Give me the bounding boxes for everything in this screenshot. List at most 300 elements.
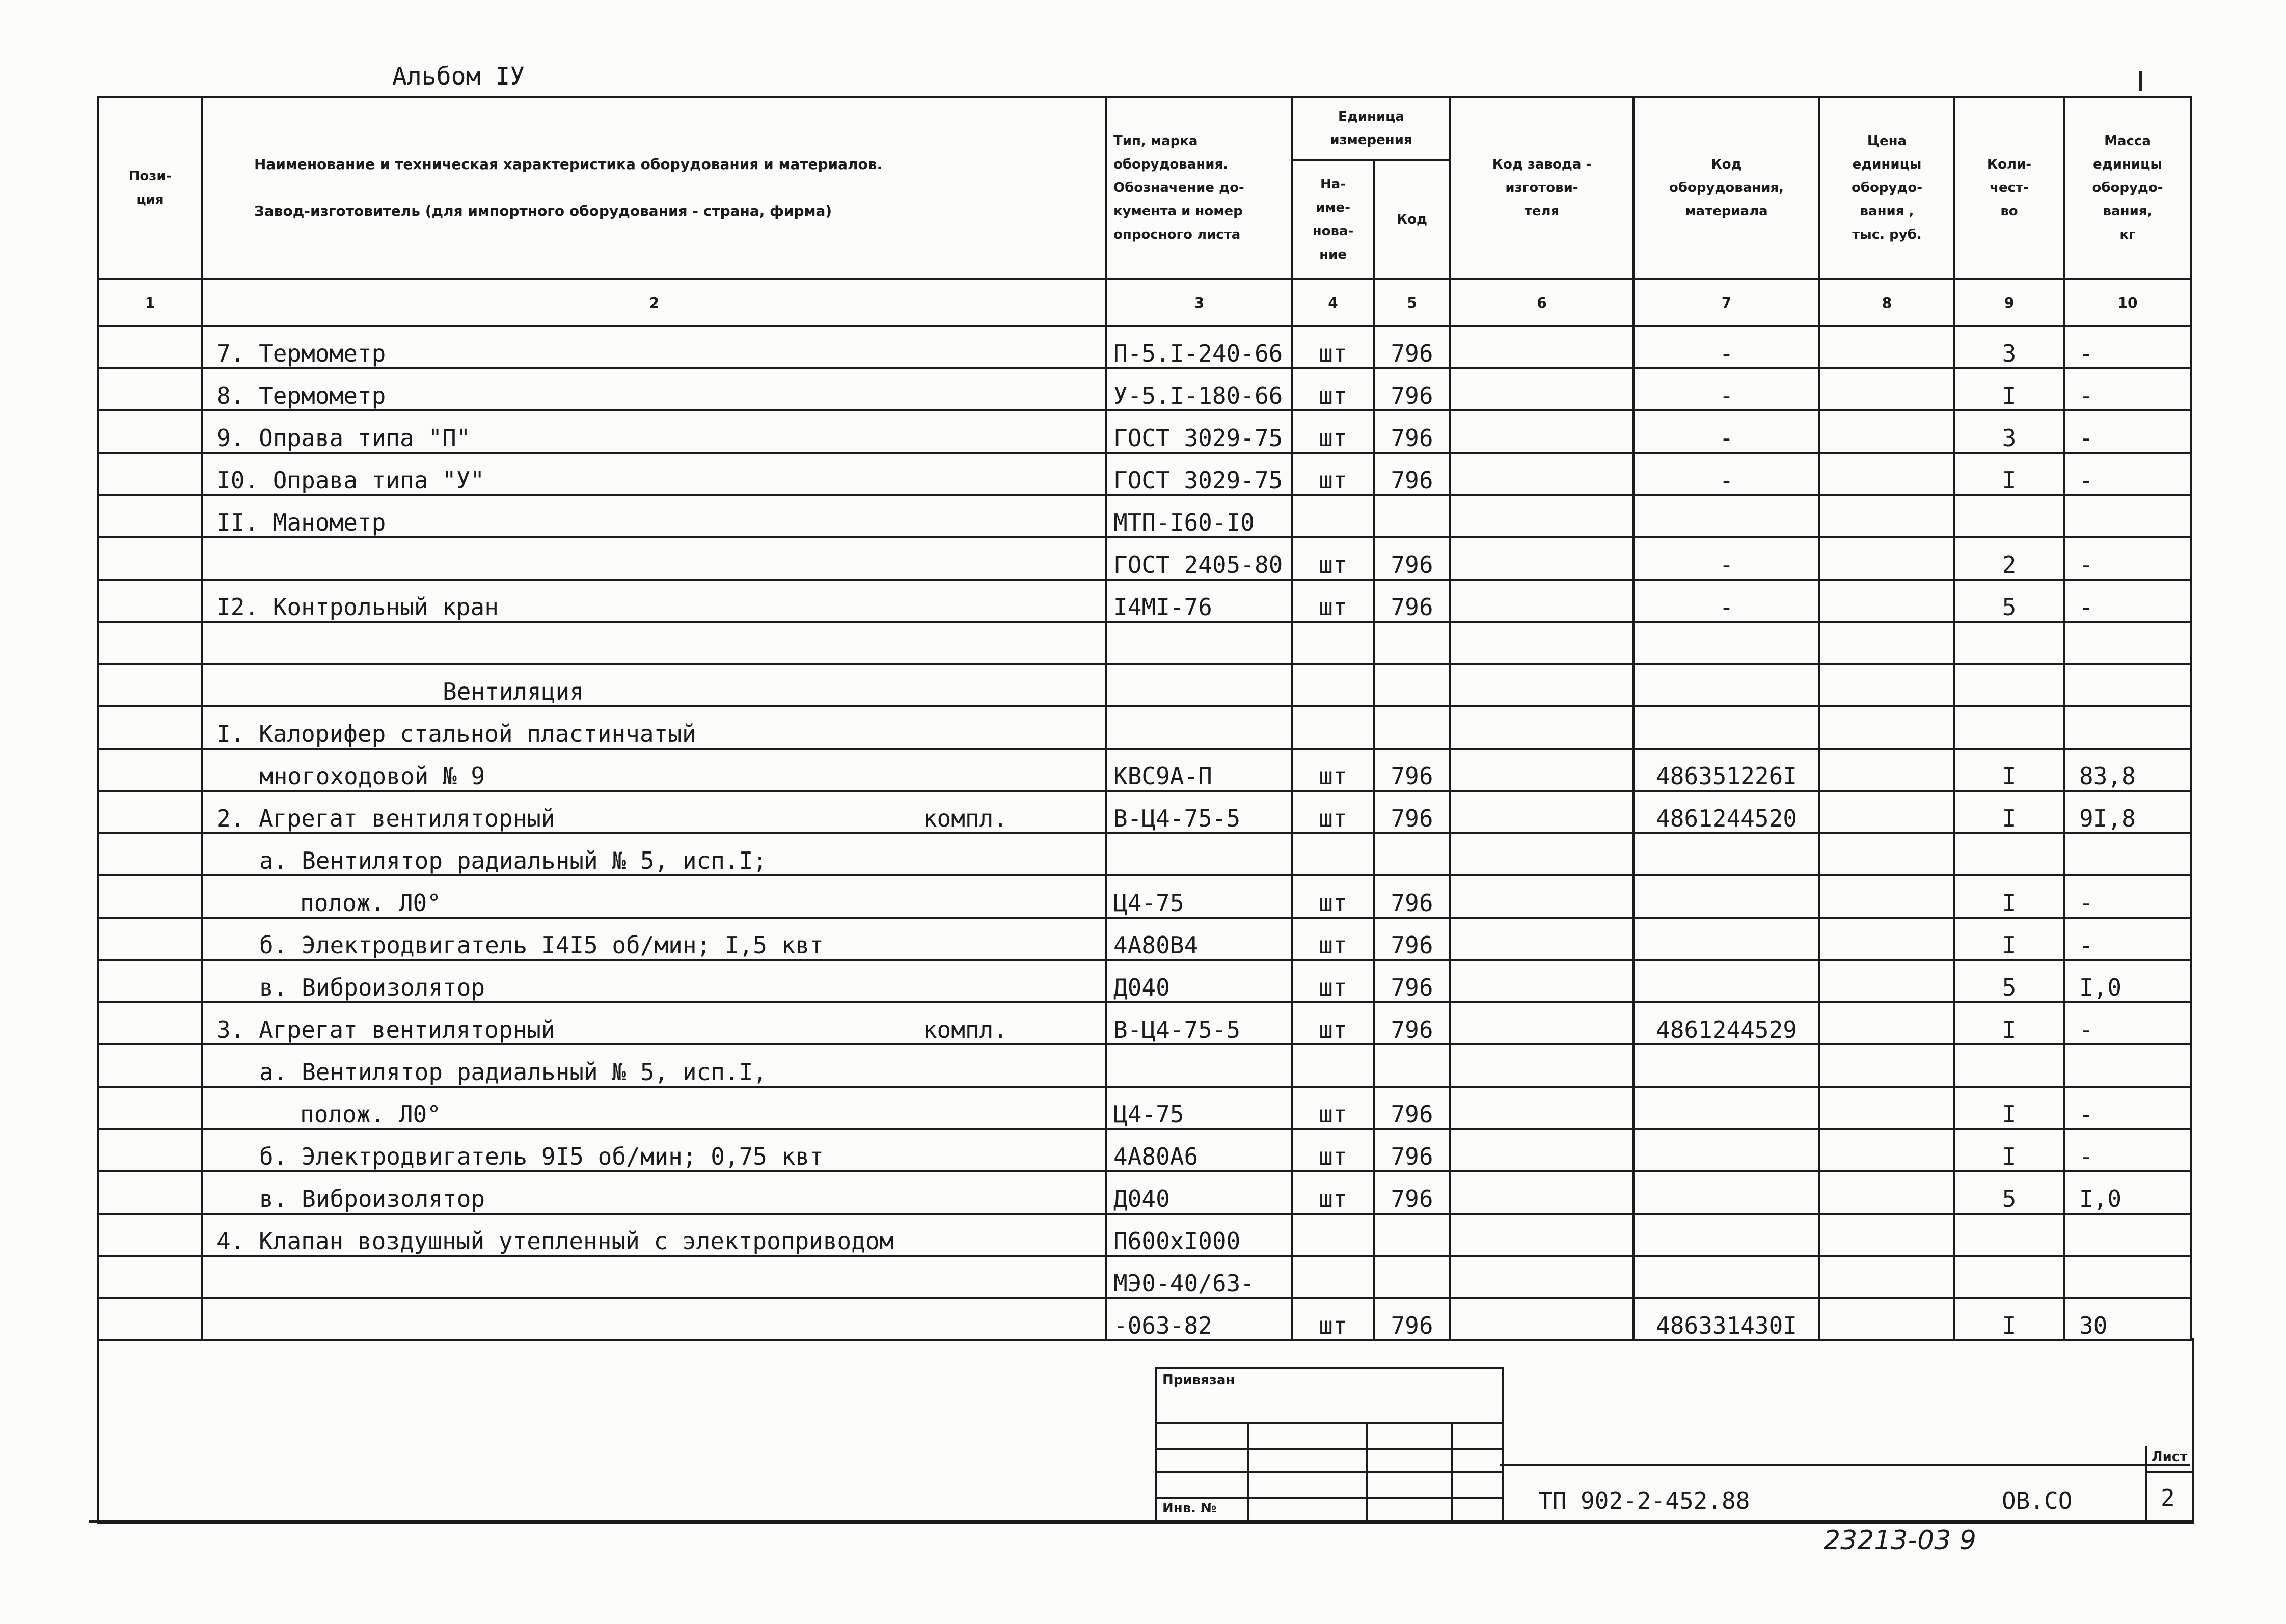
name-cell bbox=[202, 622, 1106, 664]
type-cell: 4А80В4 bbox=[1106, 918, 1292, 960]
type-cell bbox=[1106, 622, 1292, 664]
header-name: Наименование и техническая характеристика оборудования и материалов. Завод-изготовитель (для импортного оборудования - страна, фирма) bbox=[202, 97, 1106, 279]
price-cell bbox=[1819, 918, 1954, 960]
set-tag: компл. bbox=[922, 805, 1008, 832]
unit-cell: шт bbox=[1292, 875, 1374, 918]
mass-cell: - bbox=[2064, 368, 2191, 410]
unit-code-cell bbox=[1374, 622, 1450, 664]
position-cell bbox=[98, 326, 202, 368]
unit-code-cell: 796 bbox=[1374, 453, 1450, 495]
plant-code-cell bbox=[1450, 833, 1634, 875]
unit-cell: шт bbox=[1292, 1171, 1374, 1214]
table-row bbox=[98, 1002, 2191, 1044]
unit-cell: шт bbox=[1292, 1002, 1374, 1044]
unit-code-cell: 796 bbox=[1374, 410, 1450, 453]
unit-code-cell: 796 bbox=[1374, 791, 1450, 833]
unit-code-cell: 796 bbox=[1374, 918, 1450, 960]
mass-cell: - bbox=[2064, 875, 2191, 918]
price-cell bbox=[1819, 875, 1954, 918]
plant-code-cell bbox=[1450, 622, 1634, 664]
plant-code-cell bbox=[1450, 791, 1634, 833]
plant-code-cell bbox=[1450, 960, 1634, 1002]
price-cell bbox=[1819, 622, 1954, 664]
unit-code-cell bbox=[1374, 1214, 1450, 1256]
equipment-code-cell bbox=[1634, 622, 1819, 664]
name-cell bbox=[202, 1214, 1106, 1256]
unit-cell bbox=[1292, 664, 1374, 706]
position-cell bbox=[98, 960, 202, 1002]
plant-code-cell bbox=[1450, 1087, 1634, 1129]
type-cell: У-5.I-180-66 bbox=[1106, 368, 1292, 410]
item-name: 7. Термометр bbox=[216, 340, 386, 367]
position-cell bbox=[98, 706, 202, 749]
unit-cell: шт bbox=[1292, 960, 1374, 1002]
plant-code-cell bbox=[1450, 326, 1634, 368]
header-plant-code: Код завода - изготови- теля bbox=[1450, 97, 1634, 279]
quantity-cell bbox=[1954, 622, 2064, 664]
mass-cell bbox=[2064, 622, 2191, 664]
position-cell bbox=[98, 918, 202, 960]
table-row bbox=[98, 1044, 2191, 1087]
bound-label: Привязан bbox=[1162, 1372, 1235, 1388]
type-cell: МЭ0-40/63- bbox=[1106, 1256, 1292, 1298]
type-cell: ГОСТ 2405-80 bbox=[1106, 537, 1292, 580]
unit-cell: шт bbox=[1292, 1087, 1374, 1129]
name-cell bbox=[202, 1171, 1106, 1214]
unit-code-cell bbox=[1374, 833, 1450, 875]
table-row bbox=[98, 1298, 2191, 1340]
column-number: 2 bbox=[202, 279, 1106, 326]
name-cell bbox=[202, 791, 1106, 833]
plant-code-cell bbox=[1450, 1256, 1634, 1298]
type-cell: В-Ц4-75-5 bbox=[1106, 791, 1292, 833]
position-cell bbox=[98, 580, 202, 622]
price-cell bbox=[1819, 368, 1954, 410]
unit-cell: шт bbox=[1292, 453, 1374, 495]
header-price: Цена единицы оборудо- вания , тыс. руб. bbox=[1819, 97, 1954, 279]
unit-code-cell: 796 bbox=[1374, 1171, 1450, 1214]
item-name: многоходовой № 9 bbox=[259, 762, 485, 790]
position-cell bbox=[98, 664, 202, 706]
type-cell: ГОСТ 3029-75 bbox=[1106, 410, 1292, 453]
column-number: 5 bbox=[1374, 279, 1450, 326]
mass-cell: - bbox=[2064, 453, 2191, 495]
equipment-code-cell: 4861244529 bbox=[1634, 1002, 1819, 1044]
equipment-code-cell bbox=[1634, 664, 1819, 706]
name-cell bbox=[202, 1002, 1106, 1044]
type-cell bbox=[1106, 664, 1292, 706]
type-cell: Д040 bbox=[1106, 960, 1292, 1002]
quantity-cell: I bbox=[1954, 453, 2064, 495]
table-row bbox=[98, 537, 2191, 580]
set-tag: компл. bbox=[922, 1016, 1008, 1043]
name-cell bbox=[202, 875, 1106, 918]
unit-code-cell: 796 bbox=[1374, 1002, 1450, 1044]
header-mass: Масса единицы оборудо- вания, кг bbox=[2064, 97, 2191, 279]
type-cell bbox=[1106, 833, 1292, 875]
unit-cell bbox=[1292, 1214, 1374, 1256]
unit-code-cell bbox=[1374, 706, 1450, 749]
table-row bbox=[98, 1129, 2191, 1171]
item-name: I2. Контрольный кран bbox=[216, 593, 499, 621]
quantity-cell: I bbox=[1954, 1002, 2064, 1044]
type-cell: МТП-I60-I0 bbox=[1106, 495, 1292, 537]
table-row bbox=[98, 453, 2191, 495]
equipment-code-cell bbox=[1634, 1214, 1819, 1256]
price-cell bbox=[1819, 791, 1954, 833]
position-cell bbox=[98, 1214, 202, 1256]
header-unit: Единица измерения bbox=[1292, 97, 1450, 160]
quantity-cell bbox=[1954, 1256, 2064, 1298]
type-cell: Ц4-75 bbox=[1106, 1087, 1292, 1129]
mass-cell: - bbox=[2064, 580, 2191, 622]
equipment-code-cell bbox=[1634, 706, 1819, 749]
header-unit-name: На- име- нова- ние bbox=[1292, 160, 1374, 279]
unit-cell: шт bbox=[1292, 749, 1374, 791]
header-unit-code: Код bbox=[1374, 160, 1450, 279]
plant-code-cell bbox=[1450, 1002, 1634, 1044]
quantity-cell: 3 bbox=[1954, 326, 2064, 368]
plant-code-cell bbox=[1450, 1044, 1634, 1087]
mass-cell bbox=[2064, 1044, 2191, 1087]
item-name: б. Электродвигатель I4I5 об/мин; I,5 квт bbox=[259, 931, 824, 959]
equipment-code-cell: - bbox=[1634, 580, 1819, 622]
table-row bbox=[98, 1214, 2191, 1256]
mass-cell bbox=[2064, 495, 2191, 537]
type-cell bbox=[1106, 706, 1292, 749]
price-cell bbox=[1819, 1087, 1954, 1129]
table-row bbox=[98, 368, 2191, 410]
position-cell bbox=[98, 749, 202, 791]
table-row bbox=[98, 706, 2191, 749]
price-cell bbox=[1819, 664, 1954, 706]
unit-code-cell: 796 bbox=[1374, 875, 1450, 918]
table-row bbox=[98, 1256, 2191, 1298]
type-cell: П-5.I-240-66 bbox=[1106, 326, 1292, 368]
type-cell bbox=[1106, 1044, 1292, 1087]
plant-code-cell bbox=[1450, 453, 1634, 495]
name-cell bbox=[202, 960, 1106, 1002]
position-cell bbox=[98, 1044, 202, 1087]
plant-code-cell bbox=[1450, 368, 1634, 410]
type-cell: В-Ц4-75-5 bbox=[1106, 1002, 1292, 1044]
item-name: в. Виброизолятор bbox=[259, 974, 485, 1001]
title-block bbox=[97, 1338, 2194, 1524]
sheet-label: Лист bbox=[2152, 1449, 2188, 1465]
table-row bbox=[98, 1171, 2191, 1214]
quantity-cell: I bbox=[1954, 368, 2064, 410]
column-number: 7 bbox=[1634, 279, 1819, 326]
mass-cell: - bbox=[2064, 326, 2191, 368]
column-number: 4 bbox=[1292, 279, 1374, 326]
unit-cell bbox=[1292, 495, 1374, 537]
table-row bbox=[98, 495, 2191, 537]
price-cell bbox=[1819, 1129, 1954, 1171]
table-row bbox=[98, 580, 2191, 622]
unit-code-cell: 796 bbox=[1374, 326, 1450, 368]
mass-cell bbox=[2064, 1214, 2191, 1256]
position-cell bbox=[98, 1129, 202, 1171]
equipment-code-cell bbox=[1634, 875, 1819, 918]
position-cell bbox=[98, 453, 202, 495]
equipment-code-cell bbox=[1634, 1171, 1819, 1214]
quantity-cell bbox=[1954, 1214, 2064, 1256]
mass-cell: 30 bbox=[2064, 1298, 2191, 1340]
equipment-code-cell: 486351226I bbox=[1634, 749, 1819, 791]
document-suffix: ОВ.СО bbox=[2002, 1487, 2073, 1515]
equipment-code-cell bbox=[1634, 1044, 1819, 1087]
plant-code-cell bbox=[1450, 875, 1634, 918]
name-cell bbox=[202, 1298, 1106, 1340]
price-cell bbox=[1819, 1002, 1954, 1044]
table-row bbox=[98, 664, 2191, 706]
name-cell bbox=[202, 453, 1106, 495]
sheet-box bbox=[2145, 1446, 2192, 1522]
item-name: 9. Оправа типа "П" bbox=[216, 424, 471, 452]
name-cell bbox=[202, 833, 1106, 875]
plant-code-cell bbox=[1450, 495, 1634, 537]
price-cell bbox=[1819, 580, 1954, 622]
table-row bbox=[98, 1087, 2191, 1129]
name-cell bbox=[202, 706, 1106, 749]
price-cell bbox=[1819, 453, 1954, 495]
table-row bbox=[98, 326, 2191, 368]
table-row bbox=[98, 875, 2191, 918]
mass-cell: - bbox=[2064, 1002, 2191, 1044]
unit-cell bbox=[1292, 833, 1374, 875]
unit-cell: шт bbox=[1292, 410, 1374, 453]
plant-code-cell bbox=[1450, 537, 1634, 580]
position-cell bbox=[98, 1298, 202, 1340]
price-cell bbox=[1819, 1171, 1954, 1214]
mass-cell: 83,8 bbox=[2064, 749, 2191, 791]
name-cell bbox=[202, 495, 1106, 537]
item-name: 4. Клапан воздушный утепленный с электроприводом bbox=[216, 1227, 894, 1255]
plant-code-cell bbox=[1450, 1171, 1634, 1214]
unit-cell: шт bbox=[1292, 537, 1374, 580]
plant-code-cell bbox=[1450, 580, 1634, 622]
mass-cell bbox=[2064, 1256, 2191, 1298]
unit-code-cell bbox=[1374, 664, 1450, 706]
unit-code-cell: 796 bbox=[1374, 580, 1450, 622]
position-cell bbox=[98, 833, 202, 875]
quantity-cell: I bbox=[1954, 918, 2064, 960]
name-cell bbox=[202, 580, 1106, 622]
equipment-code-cell: - bbox=[1634, 453, 1819, 495]
item-name: Вентиляция bbox=[443, 678, 584, 705]
item-name: полож. Л0° bbox=[300, 889, 441, 917]
equipment-code-cell bbox=[1634, 495, 1819, 537]
price-cell bbox=[1819, 749, 1954, 791]
price-cell bbox=[1819, 960, 1954, 1002]
unit-code-cell: 796 bbox=[1374, 1087, 1450, 1129]
table-row bbox=[98, 749, 2191, 791]
specification-table bbox=[97, 96, 2192, 1341]
item-name: б. Электродвигатель 9I5 об/мин; 0,75 квт bbox=[259, 1143, 824, 1170]
mass-cell: I,0 bbox=[2064, 960, 2191, 1002]
column-number: 10 bbox=[2064, 279, 2191, 326]
title-divider bbox=[1500, 1464, 2190, 1466]
type-cell: КВС9А-П bbox=[1106, 749, 1292, 791]
table-row bbox=[98, 833, 2191, 875]
equipment-code-cell bbox=[1634, 833, 1819, 875]
mass-cell: - bbox=[2064, 1129, 2191, 1171]
quantity-cell: I bbox=[1954, 875, 2064, 918]
name-cell bbox=[202, 1044, 1106, 1087]
quantity-cell: I bbox=[1954, 1129, 2064, 1171]
unit-cell bbox=[1292, 1256, 1374, 1298]
unit-cell: шт bbox=[1292, 326, 1374, 368]
position-cell bbox=[98, 1002, 202, 1044]
unit-code-cell: 796 bbox=[1374, 749, 1450, 791]
quantity-cell: 3 bbox=[1954, 410, 2064, 453]
equipment-code-cell bbox=[1634, 918, 1819, 960]
quantity-cell: 5 bbox=[1954, 580, 2064, 622]
item-name: а. Вентилятор радиальный № 5, исп.I; bbox=[259, 847, 767, 874]
quantity-cell bbox=[1954, 833, 2064, 875]
position-cell bbox=[98, 1256, 202, 1298]
price-cell bbox=[1819, 833, 1954, 875]
corner-tick bbox=[2139, 71, 2142, 91]
item-name: 3. Агрегат вентиляторный bbox=[216, 1016, 555, 1043]
type-cell: 4А80А6 bbox=[1106, 1129, 1292, 1171]
item-name: I0. Оправа типа "У" bbox=[216, 466, 485, 494]
type-cell: -063-82 bbox=[1106, 1298, 1292, 1340]
quantity-cell: 5 bbox=[1954, 960, 2064, 1002]
quantity-cell bbox=[1954, 664, 2064, 706]
name-cell bbox=[202, 1129, 1106, 1171]
name-cell bbox=[202, 537, 1106, 580]
price-cell bbox=[1819, 537, 1954, 580]
name-cell bbox=[202, 1087, 1106, 1129]
unit-code-cell bbox=[1374, 1044, 1450, 1087]
quantity-cell: I bbox=[1954, 1298, 2064, 1340]
position-cell bbox=[98, 1171, 202, 1214]
item-name: 8. Термометр bbox=[216, 382, 386, 409]
table-row bbox=[98, 791, 2191, 833]
unit-cell bbox=[1292, 1044, 1374, 1087]
mass-cell: I,0 bbox=[2064, 1171, 2191, 1214]
type-cell: Д040 bbox=[1106, 1171, 1292, 1214]
name-cell bbox=[202, 326, 1106, 368]
unit-cell bbox=[1292, 622, 1374, 664]
equipment-code-cell bbox=[1634, 1087, 1819, 1129]
binding-stamp bbox=[1155, 1367, 1504, 1522]
unit-code-cell bbox=[1374, 1256, 1450, 1298]
plant-code-cell bbox=[1450, 1129, 1634, 1171]
header-type: Тип, марка оборудования. Обозначение до- кумента и номер опросного листа bbox=[1106, 97, 1292, 279]
item-name: полож. Л0° bbox=[300, 1100, 441, 1128]
plant-code-cell bbox=[1450, 664, 1634, 706]
quantity-cell: I bbox=[1954, 749, 2064, 791]
column-number: 8 bbox=[1819, 279, 1954, 326]
mass-cell: - bbox=[2064, 1087, 2191, 1129]
inventory-label: Инв. № bbox=[1162, 1501, 1217, 1516]
quantity-cell bbox=[1954, 495, 2064, 537]
equipment-code-cell: - bbox=[1634, 410, 1819, 453]
header-equipment-code: Код оборудования, материала bbox=[1634, 97, 1819, 279]
plant-code-cell bbox=[1450, 706, 1634, 749]
equipment-code-cell: 4861244520 bbox=[1634, 791, 1819, 833]
quantity-cell: I bbox=[1954, 791, 2064, 833]
type-cell: I4МI-76 bbox=[1106, 580, 1292, 622]
frame-bottom-line bbox=[89, 1520, 2193, 1523]
position-cell bbox=[98, 622, 202, 664]
unit-code-cell: 796 bbox=[1374, 537, 1450, 580]
plant-code-cell bbox=[1450, 1298, 1634, 1340]
unit-code-cell: 796 bbox=[1374, 960, 1450, 1002]
mass-cell bbox=[2064, 706, 2191, 749]
item-name: в. Виброизолятор bbox=[259, 1185, 485, 1213]
name-cell bbox=[202, 368, 1106, 410]
type-cell: ГОСТ 3029-75 bbox=[1106, 453, 1292, 495]
equipment-code-cell bbox=[1634, 1256, 1819, 1298]
price-cell bbox=[1819, 1298, 1954, 1340]
name-cell bbox=[202, 410, 1106, 453]
table-row bbox=[98, 622, 2191, 664]
unit-code-cell: 796 bbox=[1374, 1298, 1450, 1340]
price-cell bbox=[1819, 1044, 1954, 1087]
price-cell bbox=[1819, 495, 1954, 537]
mass-cell: 9I,8 bbox=[2064, 791, 2191, 833]
column-number: 1 bbox=[98, 279, 202, 326]
equipment-code-cell: 486331430I bbox=[1634, 1298, 1819, 1340]
equipment-code-cell: - bbox=[1634, 368, 1819, 410]
item-name: II. Манометр bbox=[216, 509, 386, 536]
name-cell bbox=[202, 1256, 1106, 1298]
price-cell bbox=[1819, 1256, 1954, 1298]
mass-cell: - bbox=[2064, 918, 2191, 960]
position-cell bbox=[98, 495, 202, 537]
unit-cell bbox=[1292, 706, 1374, 749]
column-number: 6 bbox=[1450, 279, 1634, 326]
unit-cell: шт bbox=[1292, 580, 1374, 622]
plant-code-cell bbox=[1450, 410, 1634, 453]
position-cell bbox=[98, 875, 202, 918]
equipment-code-cell: - bbox=[1634, 326, 1819, 368]
equipment-code-cell bbox=[1634, 1129, 1819, 1171]
table-row bbox=[98, 960, 2191, 1002]
album-label: Альбом IУ bbox=[392, 62, 525, 91]
price-cell bbox=[1819, 326, 1954, 368]
position-cell bbox=[98, 368, 202, 410]
unit-cell: шт bbox=[1292, 791, 1374, 833]
position-cell bbox=[98, 791, 202, 833]
column-number: 3 bbox=[1106, 279, 1292, 326]
unit-code-cell: 796 bbox=[1374, 1129, 1450, 1171]
table-row bbox=[98, 918, 2191, 960]
item-name: а. Вентилятор радиальный № 5, исп.I, bbox=[259, 1058, 767, 1086]
mass-cell: - bbox=[2064, 537, 2191, 580]
unit-code-cell: 796 bbox=[1374, 368, 1450, 410]
price-cell bbox=[1819, 410, 1954, 453]
position-cell bbox=[98, 410, 202, 453]
quantity-cell: 2 bbox=[1954, 537, 2064, 580]
type-cell: Ц4-75 bbox=[1106, 875, 1292, 918]
unit-cell: шт bbox=[1292, 918, 1374, 960]
header-quantity: Коли- чест- во bbox=[1954, 97, 2064, 279]
quantity-cell bbox=[1954, 706, 2064, 749]
price-cell bbox=[1819, 706, 1954, 749]
unit-cell: шт bbox=[1292, 1129, 1374, 1171]
unit-cell: шт bbox=[1292, 368, 1374, 410]
plant-code-cell bbox=[1450, 1214, 1634, 1256]
name-cell bbox=[202, 918, 1106, 960]
column-number: 9 bbox=[1954, 279, 2064, 326]
price-cell bbox=[1819, 1214, 1954, 1256]
unit-cell: шт bbox=[1292, 1298, 1374, 1340]
mass-cell bbox=[2064, 664, 2191, 706]
